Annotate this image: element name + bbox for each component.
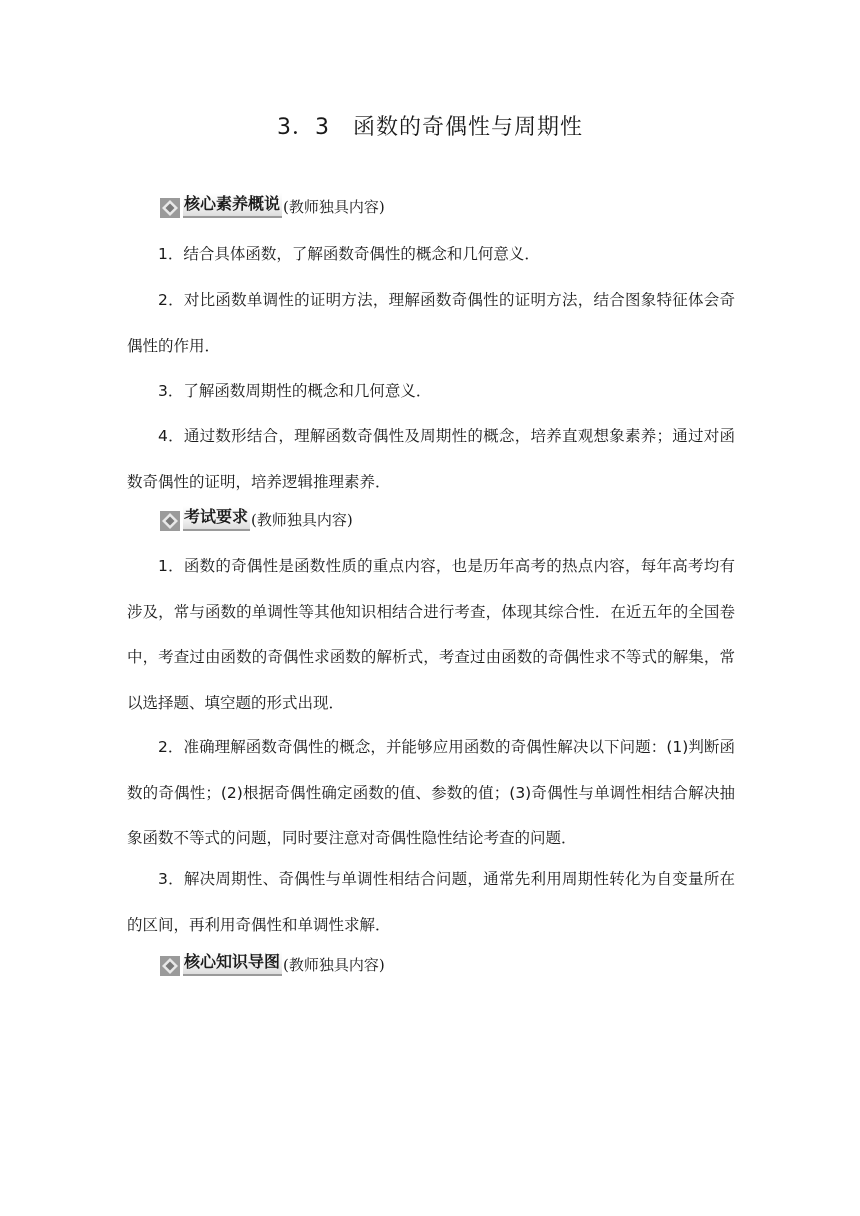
section-heading: 考试要求: [183, 506, 250, 531]
section-header-core-literacy: [160, 192, 385, 218]
section-note: (教师独具内容): [283, 956, 385, 974]
page-title: 3．3 函数的奇偶性与周期性: [277, 115, 583, 140]
section-heading: 核心素养概说: [183, 193, 282, 218]
list-item: 4．通过数形结合，理解函数奇偶性及周期性的概念，培养直观想象素养；通过对函数奇偶性的证明，培养逻辑推理素养．: [127, 427, 735, 491]
list-item: 2．对比函数单调性的证明方法，理解函数奇偶性的证明方法，结合图象特征体会奇偶性的作用．: [127, 291, 735, 355]
section-note: (教师独具内容): [251, 511, 353, 529]
section-heading: 核心知识导图: [183, 951, 282, 976]
list-item: 1．结合具体函数，了解函数奇偶性的概念和几何意义．: [158, 245, 540, 263]
section-header-exam-requirements: [160, 505, 353, 531]
section-header-knowledge-map: [160, 950, 385, 976]
diamond-icon: [160, 956, 180, 976]
list-item: 1．函数的奇偶性是函数性质的重点内容，也是历年高考的热点内容，每年高考均有涉及，常与函数的单调性等其他知识相结合进行考查，体现其综合性．在近五年的全国卷中，考查过由函数的奇偶性求函数的解析式，考查过由函数的奇偶性求不等式的解集，常以选择题、填空题的形式出现．: [127, 557, 735, 712]
diamond-icon: [160, 511, 180, 531]
section-note: (教师独具内容): [283, 198, 385, 216]
list-item: 2．准确理解函数奇偶性的概念，并能够应用函数的奇偶性解决以下问题：(1)判断函数的奇偶性；(2)根据奇偶性确定函数的值、参数的值；(3)奇偶性与单调性相结合解决抽象函数不等式的问题，同时要注意对奇偶性隐性结论考查的问题．: [127, 738, 735, 847]
list-item: 3．解决周期性、奇偶性与单调性相结合问题，通常先利用周期性转化为自变量所在的区间，再利用奇偶性和单调性求解．: [127, 870, 735, 934]
diamond-icon: [160, 198, 180, 218]
list-item: 3．了解函数周期性的概念和几何意义．: [158, 382, 432, 400]
